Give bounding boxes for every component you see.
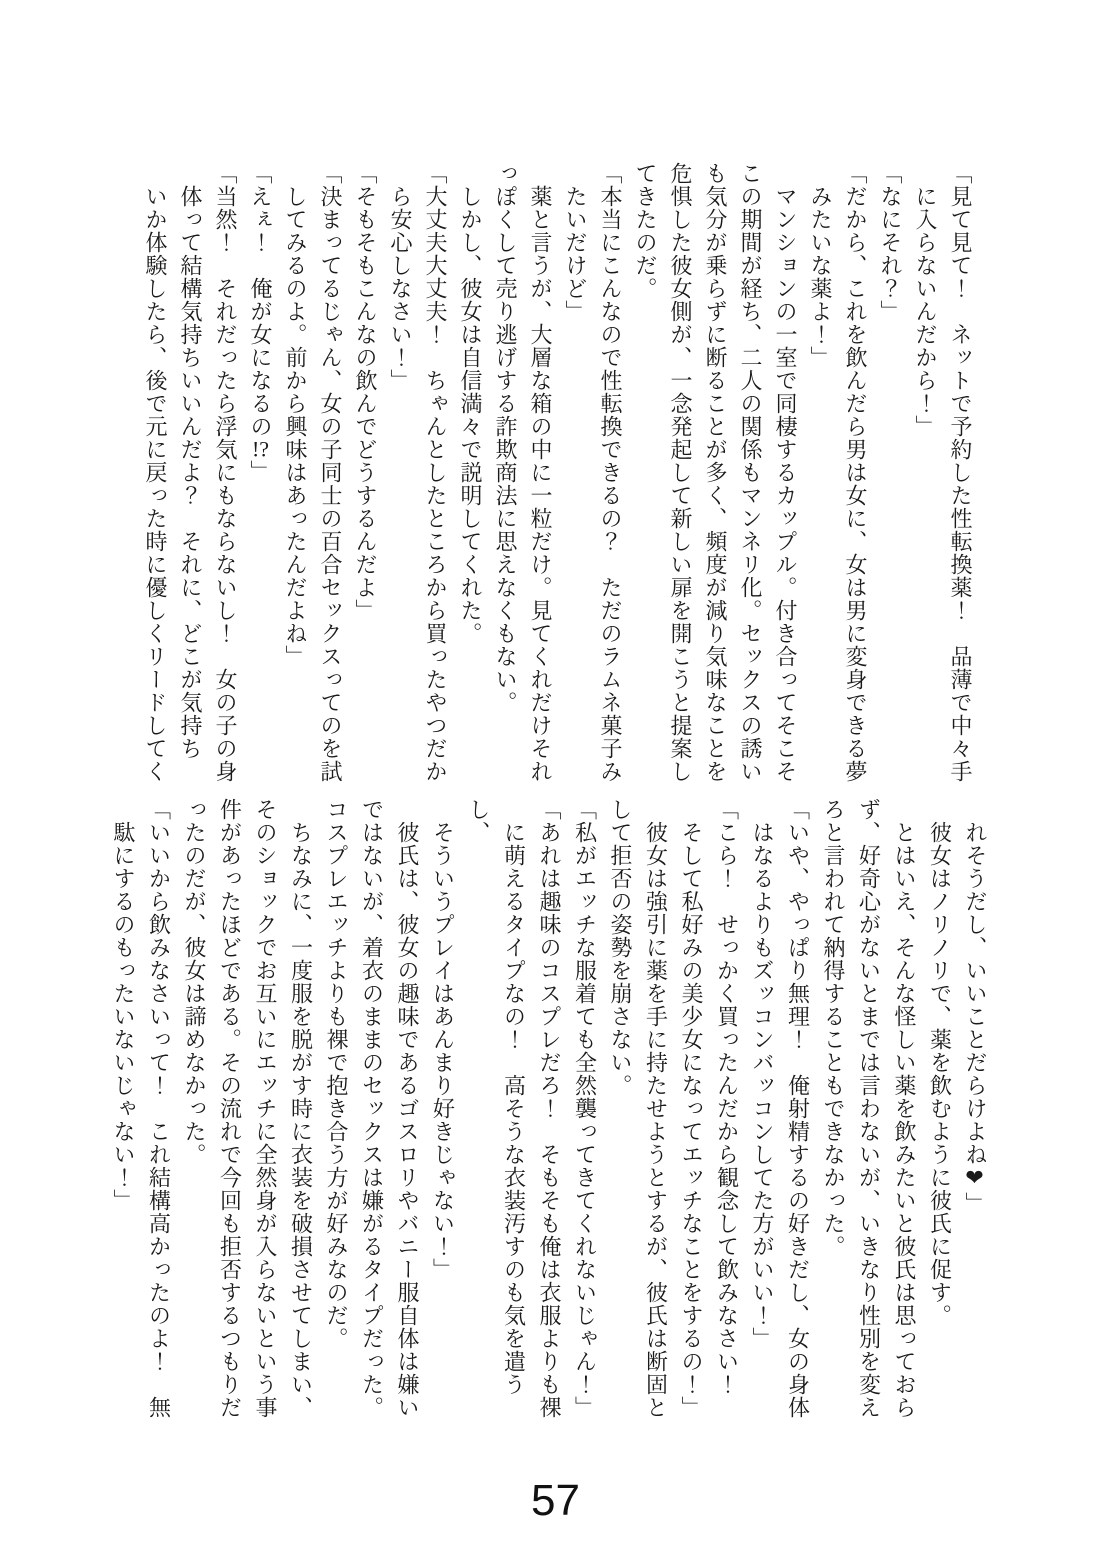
text-column: れそうだし、いいことだらけよね❤」: [963, 798, 988, 1215]
text-column: みたいな薬よ！」: [808, 162, 833, 369]
text-column: 体って結構気持ちいいんだよ？ それに、どこが気持ち: [178, 162, 203, 760]
text-column: たいだけど」: [563, 162, 588, 323]
text-column: ら安心しなさい！」: [388, 162, 413, 392]
text-column: 彼女はノリノリで、薬を飲むように彼氏に促す。: [927, 798, 953, 1327]
text-column: この期間が経ち、二人の関係もマンネリ化。セックスの誘い: [738, 162, 763, 783]
text-column: 「決まってるじゃん、女の子同士の百合セックスってのを試: [318, 162, 343, 783]
text-column: そのショックでお互いにエッチに全然身が入らないという事: [253, 798, 278, 1419]
text-column: して拒否の姿勢を崩さない。: [608, 798, 633, 1097]
text-column: も気分が乗らずに断ることが多く、頻度が減り気味なことを: [703, 162, 728, 783]
text-column: 「えぇ！ 俺が女になるの!?」: [248, 162, 273, 483]
text-column: ではないが、着衣のままのセックスは嫌がるタイプだった。: [359, 798, 385, 1419]
page-number: 57: [531, 1476, 580, 1525]
text-column: 薬と言うが、大層な箱の中に一粒だけ。見てくれだけそれ: [528, 162, 553, 783]
text-column: そういうプレイはあんまり好きじゃない！」: [430, 798, 456, 1281]
text-column: とはいえ、そんな怪しい薬を飲みたいと彼氏は思っておら: [892, 798, 917, 1419]
text-column: マンションの一室で同棲するカップル。付き合ってそこそ: [773, 162, 798, 783]
text-column: 彼女は強引に薬を手に持たせようとするが、彼氏は断固と: [643, 798, 669, 1419]
text-column: てきたのだ。: [633, 162, 658, 300]
text-column: 「見て見て！ ネットで予約した性転換薬！ 品薄で中々手: [948, 162, 973, 783]
text-column: に入らないんだから！」: [913, 162, 938, 438]
text-column: 「いや、やっぱり無理！ 俺射精するの好きだし、女の身体: [785, 798, 811, 1419]
text-column: そして私好みの美少女になってエッチなことをするの！」: [679, 798, 704, 1419]
text-column: 「当然！ それだったら浮気にもならないし！ 女の子の身: [213, 162, 238, 783]
text-column: に萌えるタイプなの！ 高そうな衣装汚すのも気を遣うし、: [466, 798, 527, 1396]
text-column: 「こら！ せっかく買ったんだから観念して飲みなさい！: [714, 798, 740, 1396]
text-column: 「私がエッチな服着ても全然襲ってきてくれないじゃん！」: [572, 798, 598, 1419]
text-column: 「そもそもこんなの飲んでどうするんだよ」: [353, 162, 378, 622]
text-column: 「あれは趣味のコスプレだろ！ そもそも俺は衣服よりも裸: [537, 798, 562, 1419]
text-column: はなるよりもズッコンバッコンしてた方がいい！」: [750, 798, 775, 1350]
text-column: ろと言われて納得することもできなかった。: [821, 798, 846, 1258]
text-column: コスプレエッチよりも裸で抱き合う方が好みなのだ。: [324, 798, 349, 1350]
text-column: 「だから、これを飲んだら男は女に、女は男に変身できる夢: [843, 162, 868, 783]
text-column: 件があったほどである。その流れで今回も拒否するつもりだ: [217, 798, 243, 1419]
text-column: 「なにそれ？」: [878, 162, 903, 323]
text-column: 駄にするのもったいないじゃない！」: [111, 798, 136, 1212]
text-column: 「いいから飲みなさいって！ これ結構高かったのよ！ 無: [146, 798, 172, 1419]
upper-text-block: [138, 162, 978, 802]
text-column: ったのだが、彼女は諦めなかった。: [182, 798, 207, 1166]
text-column: 危惧した彼女側が、一念発起して新しい扉を開こうと提案し: [668, 162, 693, 783]
lower-text-block: [106, 798, 994, 1438]
text-column: ちなみに、一度服を脱がす時に衣装を破損させてしまい、: [288, 798, 314, 1419]
text-column: しかし、彼女は自信満々で説明してくれた。: [458, 162, 483, 645]
text-column: いか体験したら、後で元に戻った時に優しくリードしてく: [143, 162, 168, 783]
text-column: してみるのよ。前から興味はあったんだよね」: [283, 162, 308, 668]
text-column: 彼氏は、彼女の趣味であるゴスロリやバニー服自体は嫌い: [395, 798, 420, 1419]
text-column: っぽくして売り逃げする詐欺商法に思えなくもない。: [493, 162, 518, 714]
text-column: 「大丈夫大丈夫！ ちゃんとしたところから買ったやつだか: [423, 162, 448, 783]
text-column: ず、好奇心がないとまでは言わないが、いきなり性別を変え: [856, 798, 882, 1419]
text-column: 「本当にこんなので性転換できるの？ ただのラムネ菓子み: [598, 162, 623, 783]
